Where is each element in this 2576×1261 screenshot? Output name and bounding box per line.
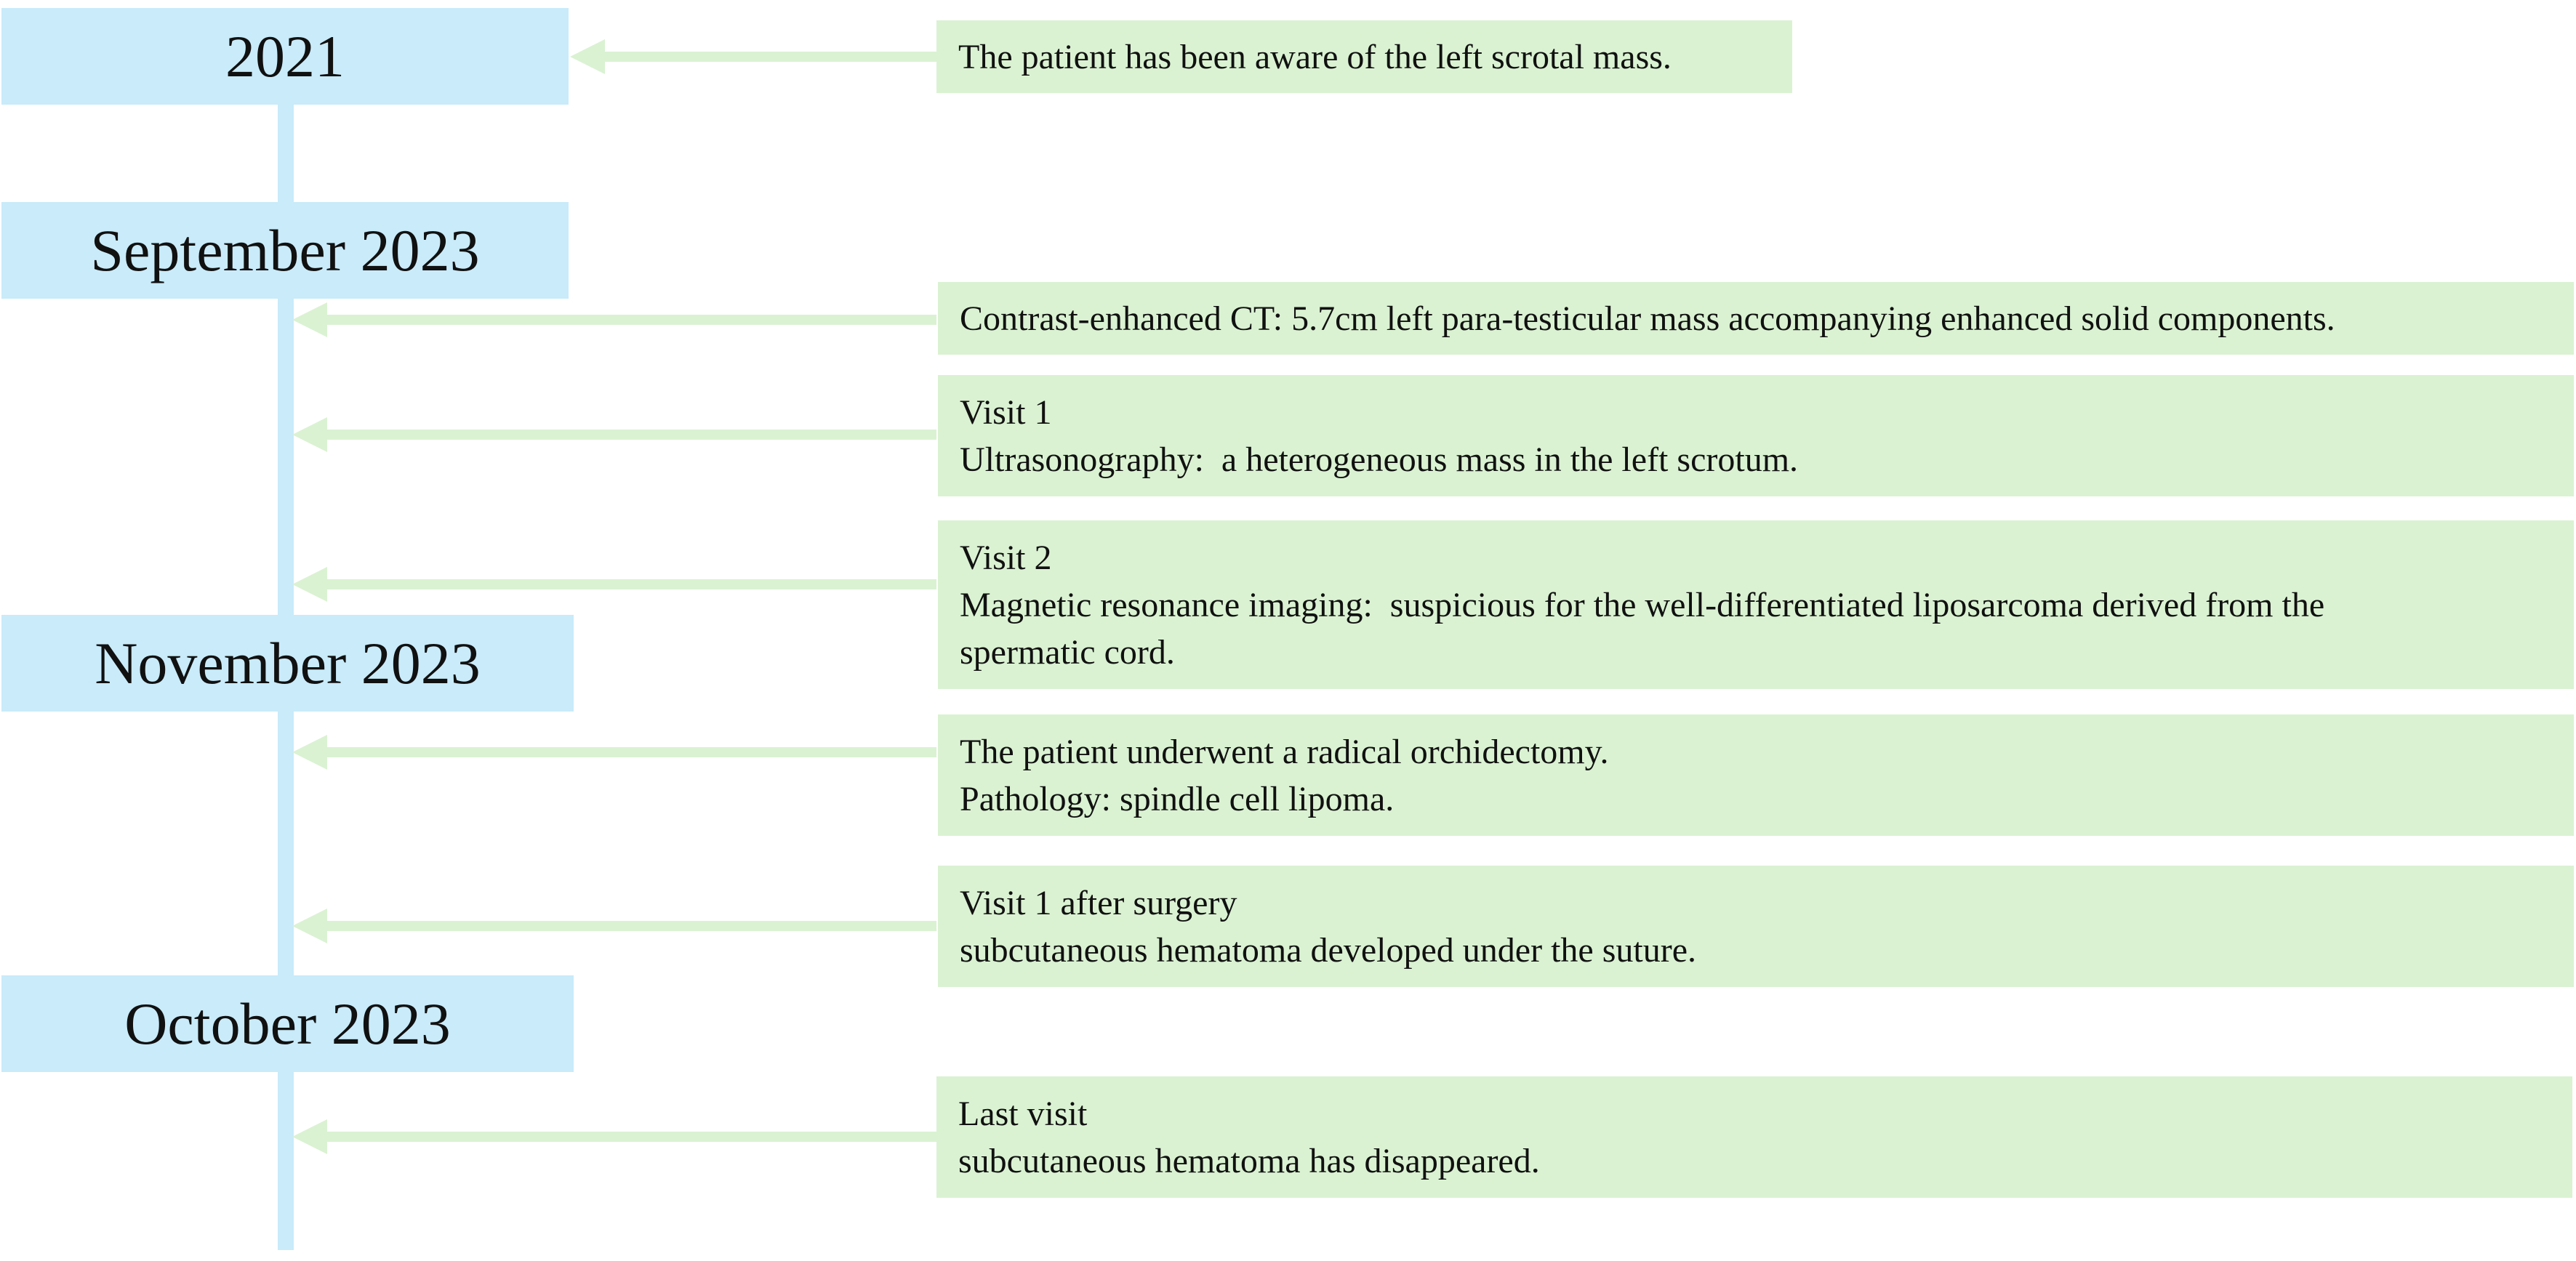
date-box-september-2023: September 2023 xyxy=(1,202,569,299)
date-box-november-2023: November 2023 xyxy=(1,615,574,712)
event-box-visit-1-after-surgery xyxy=(938,866,2574,987)
arrow-shaft xyxy=(320,579,936,589)
arrow-shaft xyxy=(320,430,936,440)
arrow-head-icon xyxy=(292,909,327,943)
event-text-line: The patient underwent a radical orchidectomy. xyxy=(960,732,1609,771)
date-box-2021: 2021 xyxy=(1,8,569,105)
event-text-line: The patient has been aware of the left scrotal mass. xyxy=(958,37,1672,76)
arrow-head-icon xyxy=(292,302,327,337)
event-box-aware xyxy=(936,20,1792,93)
timeline-spine-segment xyxy=(278,104,294,202)
event-text-line: Ultrasonography: a heterogeneous mass in the left scrotum. xyxy=(960,440,1799,479)
arrow-head-icon xyxy=(292,417,327,452)
event-text-line: Magnetic resonance imaging: suspicious for the well-differentiated liposarcoma derived from the xyxy=(960,585,2325,624)
timeline-spine-segment xyxy=(278,711,294,975)
event-text-line: subcutaneous hematoma has disappeared. xyxy=(958,1141,1540,1180)
event-box-last-visit xyxy=(936,1076,2572,1198)
arrow-shaft xyxy=(320,747,936,757)
timeline-spine-segment xyxy=(278,298,294,615)
event-box-visit-2 xyxy=(938,520,2574,689)
timeline-spine-segment xyxy=(278,1071,294,1250)
event-box-visit-1 xyxy=(938,375,2574,496)
arrow-shaft xyxy=(320,315,936,325)
arrow-head-icon xyxy=(292,735,327,770)
event-text-line: spermatic cord. xyxy=(960,632,1175,672)
date-box-october-2023: October 2023 xyxy=(1,975,574,1072)
arrow-head-icon xyxy=(292,1119,327,1154)
arrow-shaft xyxy=(320,921,936,931)
event-text-line: Visit 1 xyxy=(960,392,1052,432)
arrow-head-icon xyxy=(570,39,605,74)
event-text-line: Visit 1 after surgery xyxy=(960,883,1237,922)
event-text-line: subcutaneous hematoma developed under the suture. xyxy=(960,930,1697,970)
event-text-line: Contrast-enhanced CT: 5.7cm left para-testicular mass accompanying enhanced solid components. xyxy=(960,299,2335,338)
arrow-shaft xyxy=(598,52,936,62)
arrow-shaft xyxy=(320,1132,936,1142)
event-text-line: Pathology: spindle cell lipoma. xyxy=(960,779,1395,818)
arrow-head-icon xyxy=(292,567,327,602)
event-box-surgery xyxy=(938,714,2574,836)
event-box-ct xyxy=(938,282,2574,355)
event-text-line: Visit 2 xyxy=(960,538,1052,577)
event-text-line: Last visit xyxy=(958,1094,1088,1133)
